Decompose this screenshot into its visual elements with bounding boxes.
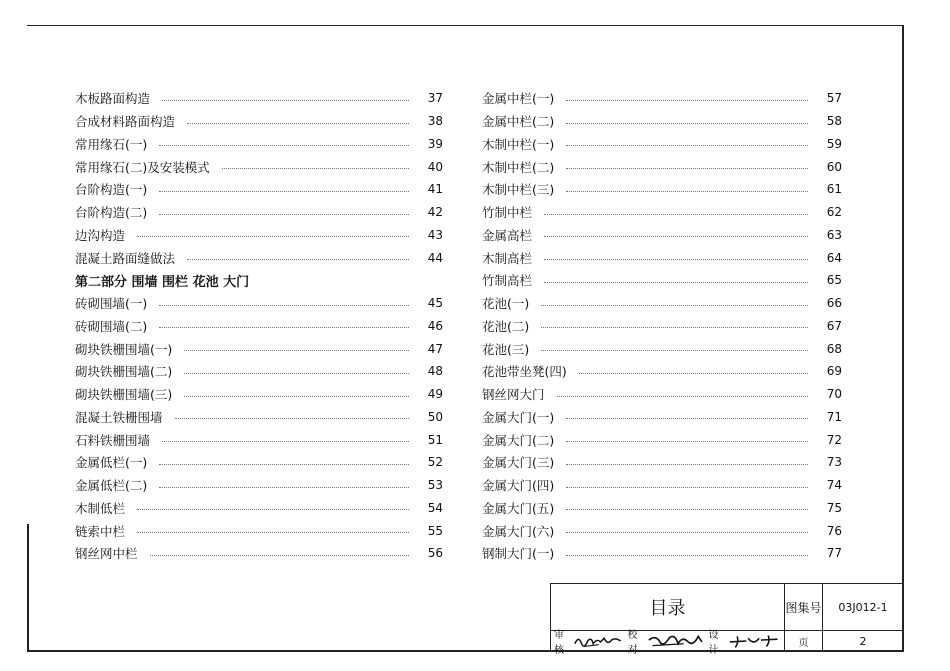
toc-entry	[482, 87, 842, 110]
toc-entry	[75, 337, 443, 360]
toc-entry-page: 77	[826, 546, 842, 561]
toc-entry	[75, 178, 443, 201]
toc-entry	[75, 246, 443, 269]
reviewer-signature	[573, 632, 624, 650]
toc-entry	[75, 315, 443, 338]
toc-entry-title: 链索中栏	[75, 523, 126, 539]
toc-entry-page: 46	[427, 318, 443, 333]
atlas-number: 03J012-1	[823, 584, 903, 631]
toc-entry	[482, 428, 842, 451]
toc-entry	[482, 451, 842, 474]
dot-leader	[566, 123, 808, 124]
toc-entry-page: 62	[826, 205, 842, 220]
toc-column-left	[75, 87, 443, 565]
toc-entry-title: 砌块铁栅围墙(一)	[75, 341, 173, 357]
toc-entry-title: 金属大门(二)	[482, 432, 555, 448]
toc-entry-title: 木板路面构造	[75, 91, 151, 107]
toc-entry-title: 木制高栏	[482, 250, 533, 266]
dot-leader	[544, 259, 808, 260]
toc-entry	[482, 269, 842, 292]
toc-entry-title: 木制中栏(二)	[482, 159, 555, 175]
dot-leader	[566, 168, 808, 169]
toc-entry-page: 67	[826, 318, 842, 333]
toc-entry-title: 金属低栏(一)	[75, 455, 148, 471]
dot-leader	[222, 168, 409, 169]
dot-leader	[544, 214, 808, 215]
toc-entry	[482, 292, 842, 315]
dot-leader	[541, 305, 808, 306]
toc-column-right	[482, 87, 842, 565]
toc-entry	[482, 246, 842, 269]
toc-entry-title: 混凝土铁栅围墙	[75, 409, 163, 425]
dot-leader	[137, 509, 409, 510]
checker-signature	[647, 632, 706, 650]
toc-entry-title: 合成材料路面构造	[75, 114, 176, 130]
toc-entry-page: 50	[427, 409, 443, 424]
toc-entry-page: 56	[427, 546, 443, 561]
dot-leader	[175, 418, 409, 419]
toc-entry-page: 76	[826, 523, 842, 538]
toc-entry	[482, 337, 842, 360]
atlas-number-label: 图集号	[785, 584, 823, 631]
dot-leader	[159, 191, 409, 192]
dot-leader	[566, 145, 808, 146]
dot-leader	[566, 487, 808, 488]
dot-leader	[566, 441, 808, 442]
toc-entry-page: 64	[826, 250, 842, 265]
toc-entry	[482, 383, 842, 406]
document-title: 目录	[551, 584, 785, 631]
dot-leader	[566, 555, 808, 556]
dot-leader	[566, 464, 808, 465]
toc-entry	[482, 474, 842, 497]
toc-entry-title: 金属大门(六)	[482, 523, 555, 539]
toc-entry-page: 75	[826, 500, 842, 515]
toc-entry-title: 边沟构造	[75, 227, 126, 243]
toc-entry-page: 60	[826, 159, 842, 174]
dot-leader	[566, 418, 808, 419]
toc-entry-page: 44	[427, 250, 443, 265]
dot-leader	[162, 100, 409, 101]
toc-entry-page: 49	[427, 387, 443, 402]
toc-entry-title: 砖砌围墙(一)	[75, 296, 148, 312]
toc-entry	[75, 406, 443, 429]
toc-entry-title: 金属低栏(二)	[75, 478, 148, 494]
frame-right-border	[902, 25, 904, 651]
toc-entry-title: 第二部分 围墙 围栏 花池 大门	[75, 274, 250, 290]
toc-entry-title: 金属中栏(一)	[482, 91, 555, 107]
toc-entry	[482, 133, 842, 156]
dot-leader	[159, 464, 409, 465]
toc-entry-title: 金属大门(三)	[482, 455, 555, 471]
dot-leader	[159, 305, 409, 306]
toc-entry-title: 花池(一)	[482, 296, 530, 312]
dot-leader	[541, 350, 808, 351]
design-label: 设计	[708, 630, 719, 656]
toc-entry-page: 72	[826, 432, 842, 447]
page-number: 2	[859, 634, 867, 648]
dot-leader	[541, 327, 808, 328]
toc-entry-title: 台阶构造(二)	[75, 205, 148, 221]
toc-entry-page: 73	[826, 455, 842, 470]
dot-leader	[184, 350, 409, 351]
title-block	[550, 583, 903, 656]
toc-entry-page: 74	[826, 478, 842, 493]
dot-leader	[566, 509, 808, 510]
toc-entry-page: 43	[427, 227, 443, 242]
toc-entry-page: 70	[826, 387, 842, 402]
toc-entry	[482, 519, 842, 542]
dot-leader	[187, 259, 409, 260]
toc-entry-title: 竹制高栏	[482, 273, 533, 289]
toc-entry-title: 金属大门(四)	[482, 478, 555, 494]
toc-entry-page: 65	[826, 273, 842, 288]
toc-entry-page: 42	[427, 205, 443, 220]
toc-entry-title: 金属大门(一)	[482, 409, 555, 425]
toc-entry-title: 花池带坐凳(四)	[482, 364, 567, 380]
toc-entry	[482, 178, 842, 201]
toc-section-heading	[75, 269, 443, 292]
toc-entry	[75, 542, 443, 565]
toc-entry-page: 37	[427, 91, 443, 106]
toc-entry-title: 金属大门(五)	[482, 500, 555, 516]
toc-entry	[75, 474, 443, 497]
toc-entry-page: 69	[826, 364, 842, 379]
toc-entry-title: 混凝土路面缝做法	[75, 250, 176, 266]
toc-entry-page: 47	[427, 341, 443, 356]
toc-entry-title: 钢制大门(一)	[482, 546, 555, 562]
toc-entry-title: 台阶构造(一)	[75, 182, 148, 198]
toc-entry	[75, 155, 443, 178]
toc-entry-title: 花池(二)	[482, 318, 530, 334]
toc-entry-page: 51	[427, 432, 443, 447]
toc-entry-page: 45	[427, 296, 443, 311]
dot-leader	[566, 100, 808, 101]
frame-top-border	[27, 25, 903, 26]
toc-entry-page: 52	[427, 455, 443, 470]
signature-row	[551, 630, 785, 656]
dot-leader	[566, 191, 808, 192]
dot-leader	[184, 396, 409, 397]
toc-entry	[482, 110, 842, 133]
toc-entry-page: 53	[427, 478, 443, 493]
toc-entry	[482, 315, 842, 338]
dot-leader	[579, 373, 808, 374]
toc-entry	[75, 383, 443, 406]
toc-entry	[75, 224, 443, 247]
toc-entry-title: 砌块铁栅围墙(三)	[75, 387, 173, 403]
toc-entry-page: 66	[826, 296, 842, 311]
review-label: 审核	[554, 630, 564, 656]
dot-leader	[544, 236, 808, 237]
check-label: 校对	[627, 630, 638, 656]
toc-entry	[75, 292, 443, 315]
dot-leader	[159, 214, 409, 215]
toc-entry-page: 55	[427, 523, 443, 538]
toc-entry-page: 38	[427, 114, 443, 129]
toc-entry	[482, 201, 842, 224]
toc-entry-page: 57	[826, 91, 842, 106]
toc-entry-title: 金属高栏	[482, 227, 533, 243]
dot-leader	[159, 327, 409, 328]
toc-entry-page: 61	[826, 182, 842, 197]
dot-leader	[137, 236, 409, 237]
toc-entry-page: 59	[826, 136, 842, 151]
toc-entry	[75, 110, 443, 133]
toc-entry-title: 木制中栏(三)	[482, 182, 555, 198]
toc-entry-title: 花池(三)	[482, 341, 530, 357]
dot-leader	[187, 123, 409, 124]
toc-entry-page: 63	[826, 227, 842, 242]
toc-entry	[75, 451, 443, 474]
page-label: 页	[785, 631, 823, 651]
dot-leader	[159, 145, 409, 146]
toc-entry	[482, 224, 842, 247]
toc-entry	[75, 133, 443, 156]
dot-leader	[557, 396, 808, 397]
toc-entry	[482, 360, 842, 383]
toc-entry	[482, 155, 842, 178]
toc-entry	[482, 497, 842, 520]
toc-entry	[75, 360, 443, 383]
dot-leader	[162, 441, 409, 442]
dot-leader	[544, 282, 808, 283]
toc-entry	[482, 542, 842, 565]
dot-leader	[159, 487, 409, 488]
toc-entry-title: 砖砌围墙(二)	[75, 318, 148, 334]
toc-entry-page: 58	[826, 114, 842, 129]
toc-entry-title: 钢丝网大门	[482, 387, 545, 403]
toc-entry-page: 48	[427, 364, 443, 379]
toc-entry-title: 石料铁栅围墙	[75, 432, 151, 448]
dot-leader	[566, 532, 808, 533]
designer-signature	[728, 632, 781, 650]
toc-entry	[75, 428, 443, 451]
toc-entry-title: 砌块铁栅围墙(二)	[75, 364, 173, 380]
toc-entry	[482, 406, 842, 429]
toc-entry-title: 竹制中栏	[482, 205, 533, 221]
toc-entry-title: 常用缘石(一)	[75, 136, 148, 152]
toc-entry-page: 68	[826, 341, 842, 356]
toc-entry	[75, 201, 443, 224]
toc-entry	[75, 497, 443, 520]
toc-entry-title: 钢丝网中栏	[75, 546, 138, 562]
toc-entry-title: 木制低栏	[75, 500, 126, 516]
toc-entry-page: 54	[427, 500, 443, 515]
frame-left-border	[27, 524, 29, 651]
toc-entry-page: 39	[427, 136, 443, 151]
toc-entry-page: 41	[427, 182, 443, 197]
toc-entry	[75, 519, 443, 542]
toc-entry-page: 71	[826, 409, 842, 424]
dot-leader	[184, 373, 409, 374]
toc-entry-page: 40	[427, 159, 443, 174]
toc-entry	[75, 87, 443, 110]
toc-entry-title: 金属中栏(二)	[482, 114, 555, 130]
dot-leader	[150, 555, 409, 556]
dot-leader	[137, 532, 409, 533]
toc-entry-title: 常用缘石(二)及安装模式	[75, 159, 210, 175]
toc-entry-title: 木制中栏(一)	[482, 136, 555, 152]
